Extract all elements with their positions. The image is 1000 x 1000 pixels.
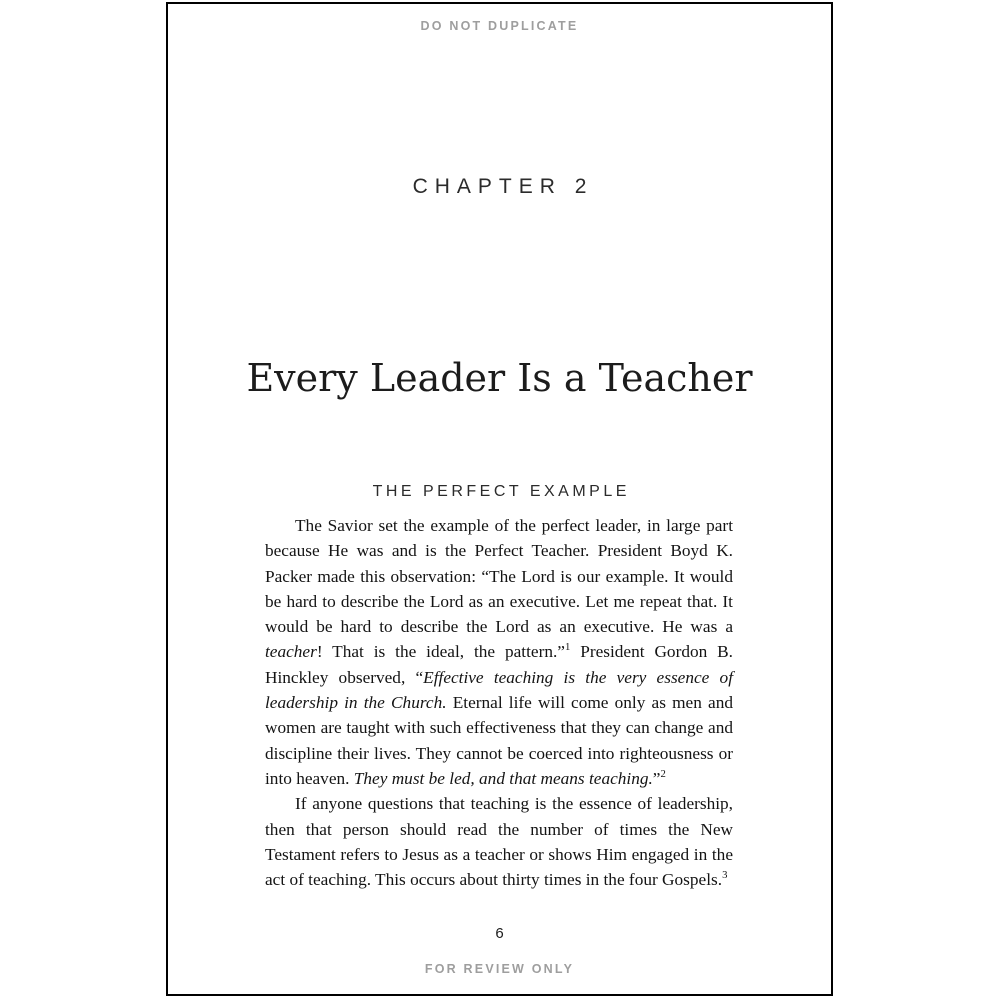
footnote-reference: 1 [564, 641, 571, 654]
watermark-do-not-duplicate: DO NOT DUPLICATE [420, 19, 579, 33]
text-run: Eternal life will come only as men and women are taught with such effectiveness that they can change and discipline their lives. They cannot be coerced into righteousness or into heaven. [265, 693, 733, 788]
book-page [166, 2, 833, 996]
paragraph [265, 791, 733, 892]
footnote-reference: 2 [660, 768, 666, 781]
text-run: ! That is the ideal, the pattern.” [316, 642, 565, 662]
italic-text: teacher [265, 642, 317, 662]
footnote-reference: 3 [722, 869, 728, 882]
italic-text: Effective teaching is the very essence of leadership in the Church. [265, 667, 733, 713]
text-run: The Savior set the example of the perfect leader, in large part because He was and is the Perfect Teacher. President Boyd K. Packer made this observation: “The Lord is our example. It would be hard to describe the Lord as an executive. Let me repeat that. It would be hard to describe the Lord as an executive. He was a [265, 516, 733, 637]
chapter-title: Every Leader Is a Teacher [246, 356, 753, 400]
page-number: 6 [495, 925, 504, 942]
text-run: If anyone questions that teaching is the essence of leadership, then that person should read the number of times the New Testament refers to Jesus as a teacher or shows Him engaged in the act of teaching. This occurs about thirty times in the four Gospels. [265, 794, 733, 890]
watermark-for-review-only: FOR REVIEW ONLY [424, 962, 575, 976]
section-heading: THE PERFECT EXAMPLE [372, 483, 630, 500]
body-text [265, 513, 733, 892]
paragraph [265, 513, 733, 791]
text-run: President Gordon B. Hinckley observed, “ [265, 642, 733, 687]
chapter-label: CHAPTER 2 [412, 175, 594, 198]
italic-text: They must be led, and that means teaching. [353, 768, 653, 788]
text-run: ” [652, 768, 661, 788]
